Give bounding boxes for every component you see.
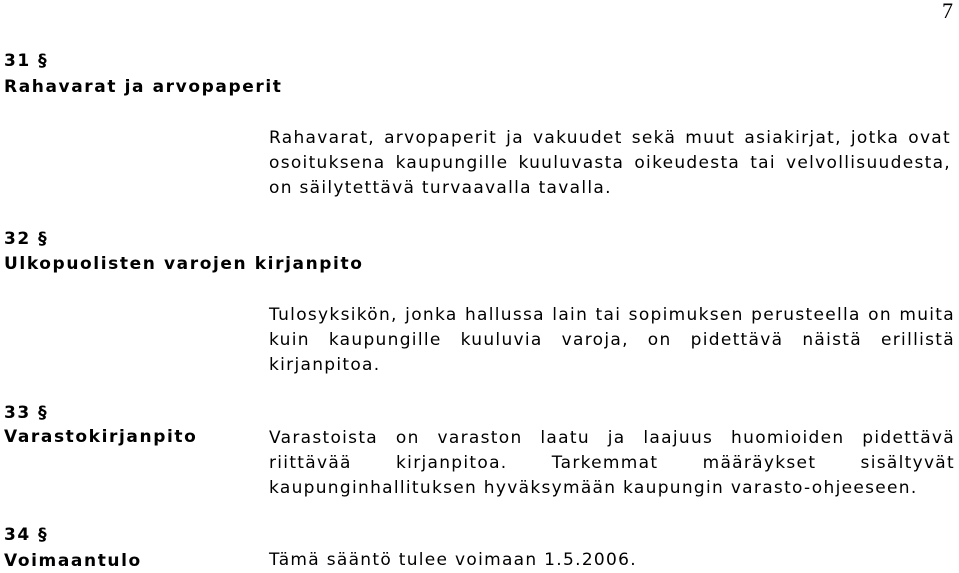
section-31-number: 31 § xyxy=(4,51,49,71)
section-34-title: Voimaantulo xyxy=(4,551,142,571)
section-34-text: Tämä sääntö tulee voimaan 1.5.2006. xyxy=(269,550,637,570)
section-33-number: 33 § xyxy=(4,403,49,423)
section-31-title: Rahavarat ja arvopaperit xyxy=(4,77,283,97)
section-31-text: Rahavarat, arvopaperit ja vakuudet sekä muut asiakirjat, jotka ovat osoituksena kaupungille kuuluvasta oikeudesta tai velvollisuudesta, on säilytettävä turvaavalla tavalla. xyxy=(269,128,951,198)
page-number: 7 xyxy=(942,0,953,23)
section-33-title: Varastokirjanpito xyxy=(4,427,198,447)
section-34-number: 34 § xyxy=(4,525,49,545)
section-32-text: Tulosyksikön, jonka hallussa lain tai sopimuksen perusteella on muita kuin kaupungille kuuluvia varoja, on pidettävä näistä erillistä kirjanpitoa. xyxy=(269,305,955,375)
section-32-title: Ulkopuolisten varojen kirjanpito xyxy=(4,254,364,274)
section-33-text: Varastoista on varaston laatu ja laajuus huomioiden pidettävä riittävää kirjanpitoa. Tarkemmat määräykset sisältyvät kaupunginhallituksen hyväksymään kaupungin varasto-ohjeeseen. xyxy=(269,428,955,498)
section-32-number: 32 § xyxy=(4,229,49,249)
